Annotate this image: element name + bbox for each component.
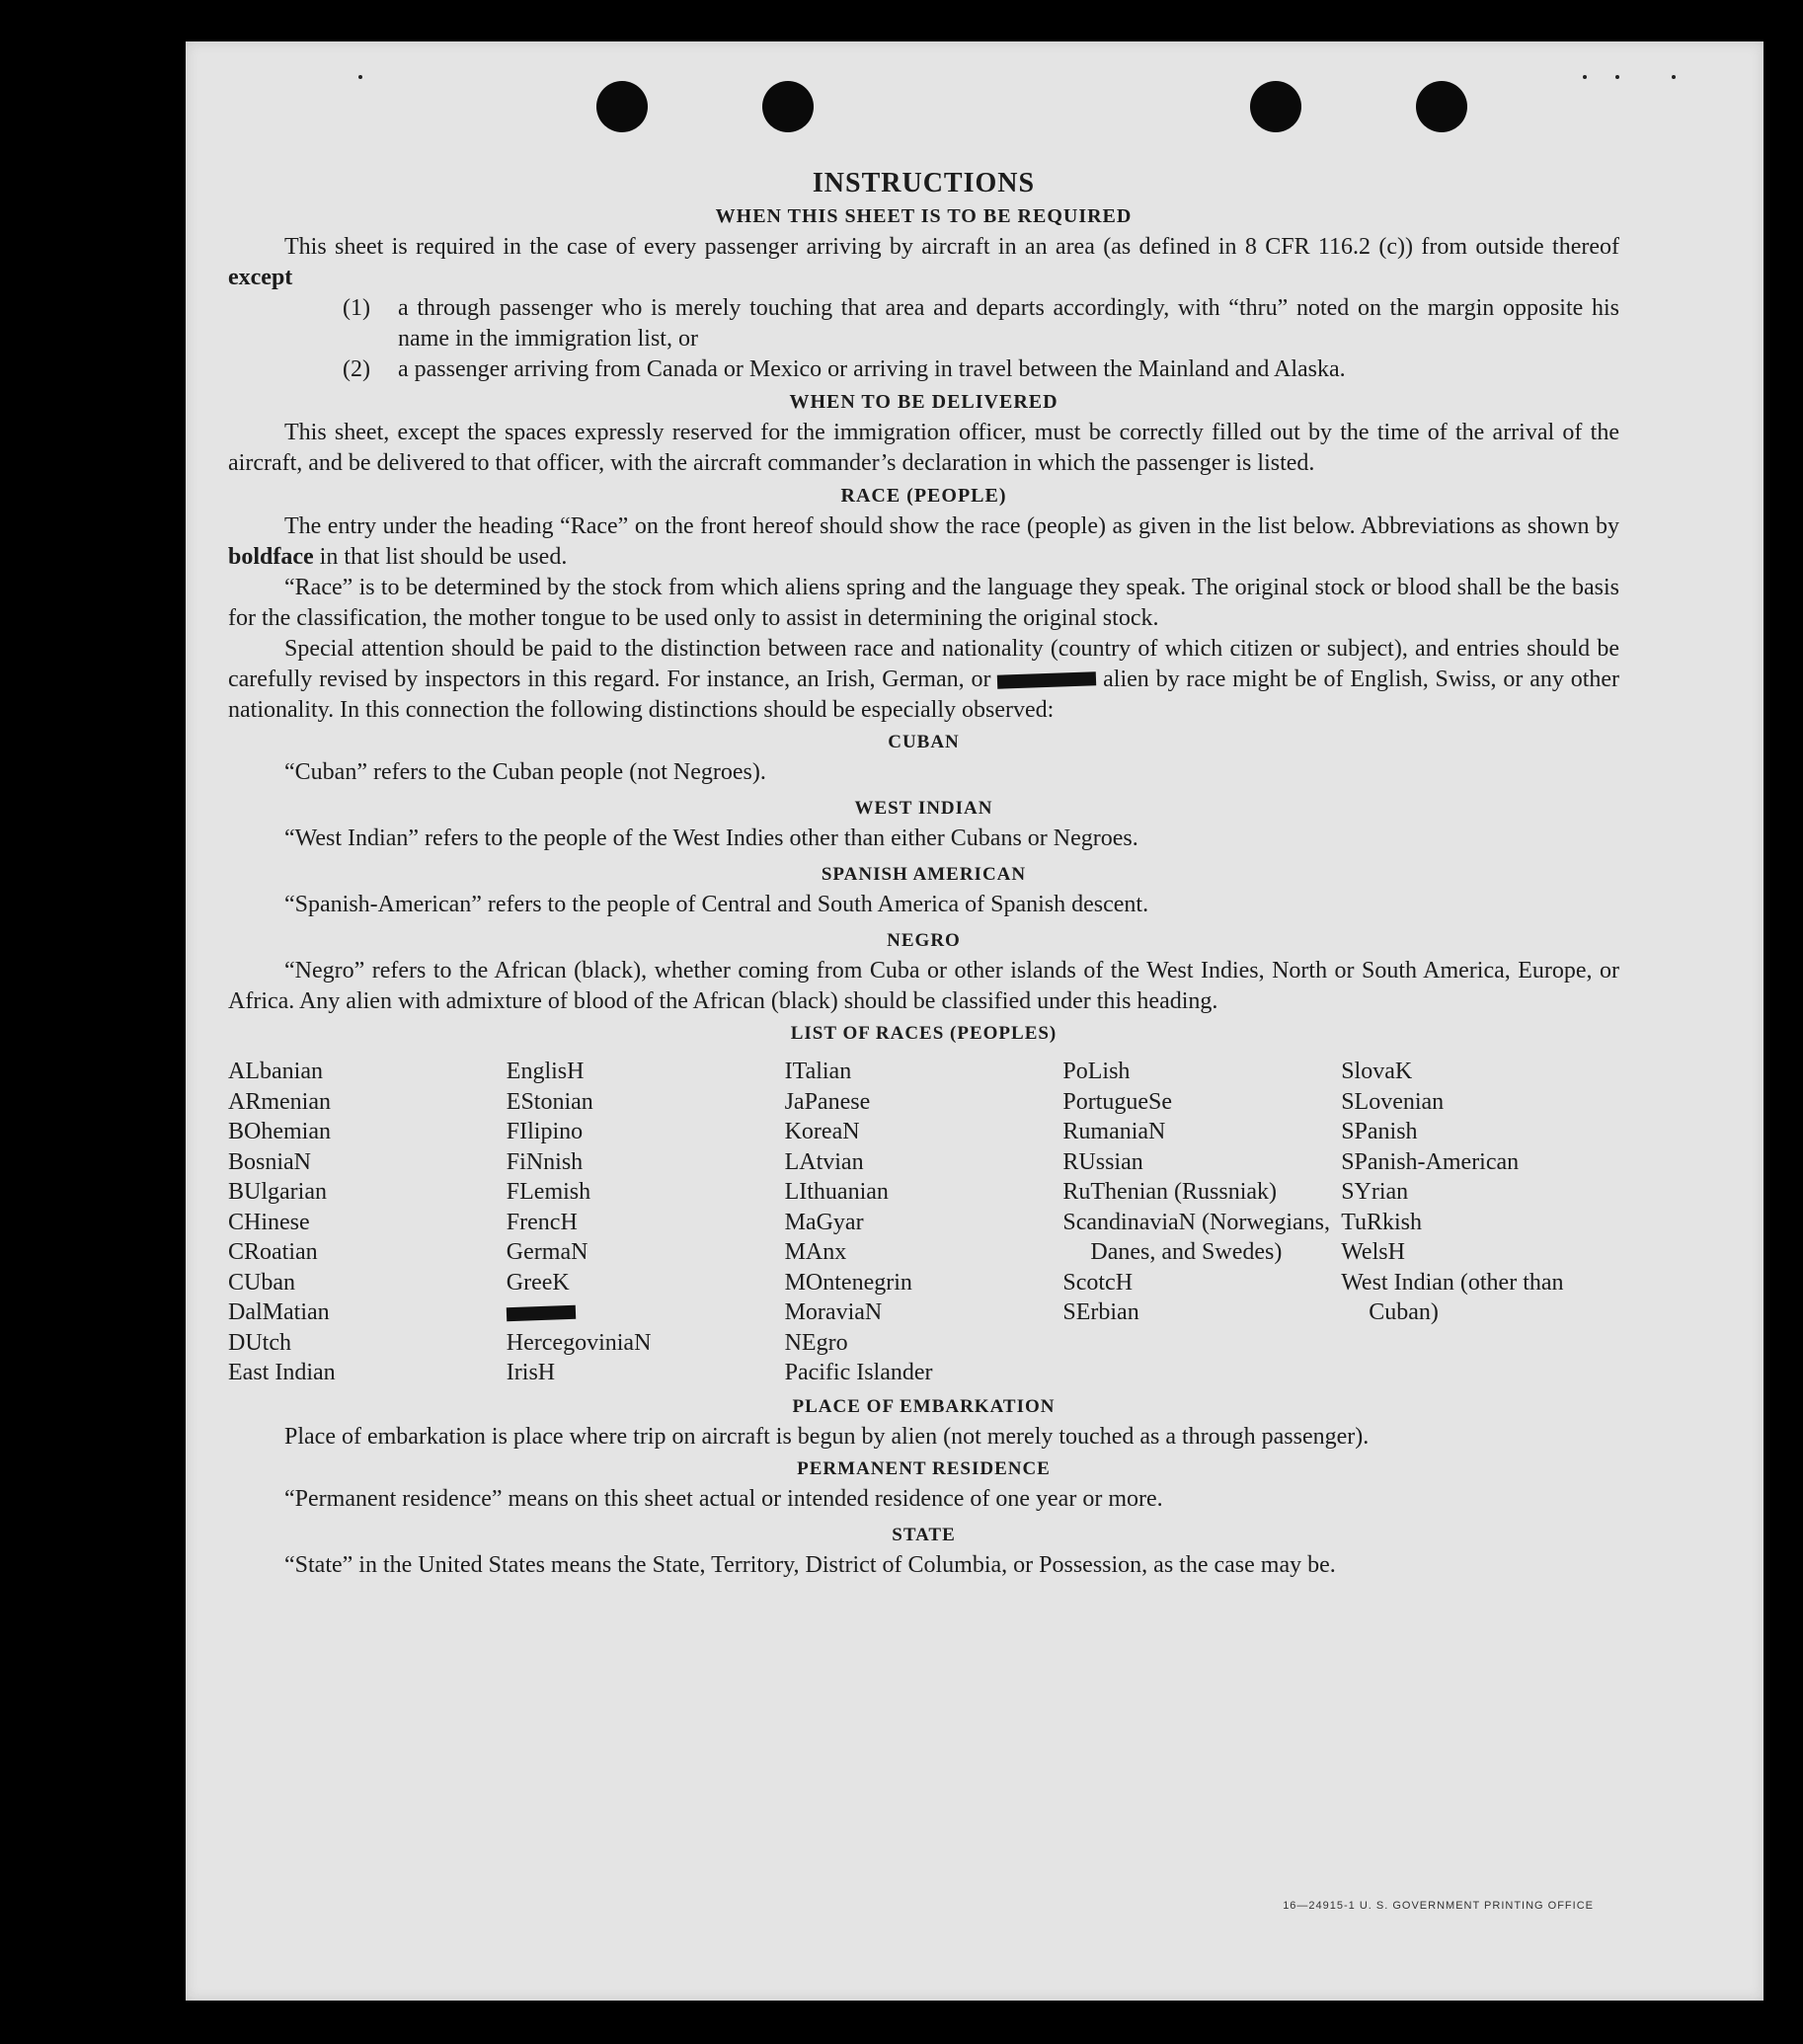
race-entry: SYrian [1341, 1179, 1409, 1205]
race-entry: MoraviaN [784, 1299, 883, 1325]
race-paragraph-1: The entry under the heading “Race” on the front hereof should show the race (people) as given in the list below. Abbreviations as shown by boldface in that list should be used. [228, 513, 1619, 570]
race-entry [507, 1297, 785, 1328]
race-entry: FiNnish [506, 1148, 584, 1175]
race-entry: SPanish [1341, 1119, 1418, 1144]
race-entry: KoreaN [784, 1119, 860, 1144]
required-item-2: (2) a passenger arriving from Canada or Mexico or arriving in travel between the Mainland and Alaska. [343, 356, 1346, 382]
race-entry: BUlgarian [228, 1179, 327, 1205]
speck [358, 75, 362, 79]
race-entry: MaGyar [784, 1209, 864, 1235]
race-entry: BOhemian [228, 1119, 331, 1144]
race-entry: EStonian [506, 1088, 593, 1115]
punch-hole [596, 81, 648, 132]
delivered-text: This sheet, except the spaces expressly reserved for the immigration officer, must be correctly filled out by the time of the arrival of the aircraft, and be delivered to that officer, with the aircraft commander’s declaration in which the passenger is listed. [228, 420, 1619, 476]
race-entry: LAtvian [784, 1148, 864, 1175]
race-entry: TuRkish [1341, 1209, 1423, 1235]
race-entry: FLemish [506, 1179, 591, 1205]
race-entry: East Indian [228, 1360, 336, 1385]
race-entry: IrisH [506, 1360, 556, 1385]
race-entry: SPanish-American [1341, 1148, 1520, 1175]
heading-residence: PERMANENT RESIDENCE [797, 1457, 1051, 1479]
heading-state: STATE [892, 1524, 956, 1545]
required-intro: This sheet is required in the case of every passenger arriving by aircraft in an area (as defined in 8 CFR 116.2 (c)) from outside thereof except [228, 234, 1619, 290]
heading-race: RACE (PEOPLE) [840, 485, 1007, 507]
residence-text: “Permanent residence” means on this sheet actual or intended residence of one year or more. [284, 1485, 1163, 1512]
race-entry: ALbanian [228, 1059, 323, 1084]
required-item-1: (1) a through passenger who is merely touching that area and departs accordingly, with “thru” noted on the margin opposite his name in the immigration list, or [343, 295, 1619, 352]
heading-spanish-american: SPANISH AMERICAN [821, 864, 1027, 885]
race-entry: MAnx [784, 1239, 847, 1265]
races-column [228, 1057, 507, 1388]
race-entry: CRoatian [228, 1239, 318, 1265]
speck [1672, 75, 1676, 79]
speck [1615, 75, 1619, 79]
heading-embarkation: PLACE OF EMBARKATION [792, 1395, 1056, 1417]
race-entry: SlovaK [1341, 1059, 1413, 1084]
heading-delivered: WHEN TO BE DELIVERED [789, 391, 1058, 413]
heading-required: WHEN THIS SHEET IS TO BE REQUIRED [715, 205, 1133, 227]
race-entry: RumaniaN [1062, 1119, 1166, 1144]
race-entry: Pacific Islander [784, 1360, 933, 1385]
printer-imprint: 16—24915-1 U. S. GOVERNMENT PRINTING OFFICE [1283, 1900, 1594, 1912]
punch-hole [762, 81, 814, 132]
race-entry: PoLish [1062, 1059, 1131, 1084]
races-column [1341, 1057, 1619, 1388]
race-entry: FIlipino [506, 1119, 584, 1144]
punch-hole [1416, 81, 1467, 132]
embarkation-text: Place of embarkation is place where trip on aircraft is begun by alien (not merely touched as a through passenger). [284, 1423, 1370, 1450]
race-entry: PortugueSe [1062, 1088, 1173, 1115]
west-indian-text: “West Indian” refers to the people of the West Indies other than either Cubans or Negroes. [284, 825, 1138, 851]
races-column [785, 1057, 1063, 1388]
race-entry: ARmenian [228, 1088, 331, 1115]
races-column [507, 1057, 785, 1388]
heading-cuban: CUBAN [888, 732, 960, 752]
race-entry: LIthuanian [784, 1179, 889, 1205]
race-paragraph-3: Special attention should be paid to the distinction between race and nationality (country of which citizen or subject), and entries should be carefully revised by inspectors in this regard. For instance, an Irish, German, or alien by race might be of English, Swiss, or any other nationality. In this connection the following distinctions should be especially observed: [228, 636, 1620, 723]
race-entry: BosniaN [228, 1148, 311, 1175]
race-entry: ITalian [784, 1059, 852, 1084]
race-entry: GermaN [506, 1239, 588, 1265]
race-entry: RUssian [1062, 1148, 1143, 1175]
document-content [228, 168, 1619, 1581]
document-sheet [186, 41, 1764, 2001]
races-column [1062, 1057, 1341, 1388]
cuban-text: “Cuban” refers to the Cuban people (not Negroes). [284, 759, 766, 785]
page-title: INSTRUCTIONS [812, 168, 1036, 198]
spanish-american-text: “Spanish-American” refers to the people of Central and South America of Spanish descent. [284, 892, 1149, 917]
race-entry: DUtch [228, 1329, 291, 1356]
heading-list-of-races: LIST OF RACES (PEOPLES) [790, 1023, 1058, 1044]
race-entry: ScotcH [1062, 1269, 1134, 1296]
races-list [228, 1057, 1619, 1388]
race-entry: NEgro [784, 1329, 848, 1356]
race-entry: CHinese [228, 1209, 310, 1235]
race-entry: West Indian (other than Cuban) [1341, 1269, 1564, 1325]
race-entry: SErbian [1062, 1299, 1139, 1325]
race-entry: EnglisH [506, 1059, 585, 1084]
race-entry: SLovenian [1341, 1088, 1445, 1115]
race-entry: FrencH [506, 1209, 578, 1235]
race-entry: CUban [228, 1269, 295, 1296]
race-entry: MOntenegrin [784, 1269, 912, 1296]
heading-negro: NEGRO [887, 930, 961, 951]
speck [1583, 75, 1587, 79]
redaction-mark [507, 1305, 576, 1321]
race-entry: DalMatian [228, 1299, 330, 1325]
race-entry: JaPanese [784, 1088, 871, 1115]
punch-hole [1250, 81, 1301, 132]
race-entry: WelsH [1341, 1239, 1405, 1265]
negro-text: “Negro” refers to the African (black), whether coming from Cuba or other islands of the West Indies, North or South America, Europe, or Africa. Any alien with admixture of blood of the African (black) should be classified under this heading. [228, 958, 1619, 1014]
race-entry: ScandinaviaN (Norwegians, Danes, and Swedes) [1062, 1209, 1330, 1265]
race-entry: RuThenian (Russniak) [1062, 1179, 1278, 1205]
race-entry: HercegoviniaN [506, 1329, 652, 1356]
heading-west-indian: WEST INDIAN [854, 798, 993, 819]
race-paragraph-2: “Race” is to be determined by the stock from which aliens spring and the language they speak. The original stock or blood shall be the basis for the classification, the mother tongue to be used only to assist in determining the original stock. [228, 575, 1619, 631]
state-text: “State” in the United States means the State, Territory, District of Columbia, or Possession, as the case may be. [284, 1551, 1336, 1578]
redaction-mark [997, 672, 1096, 689]
race-entry: GreeK [506, 1269, 570, 1296]
